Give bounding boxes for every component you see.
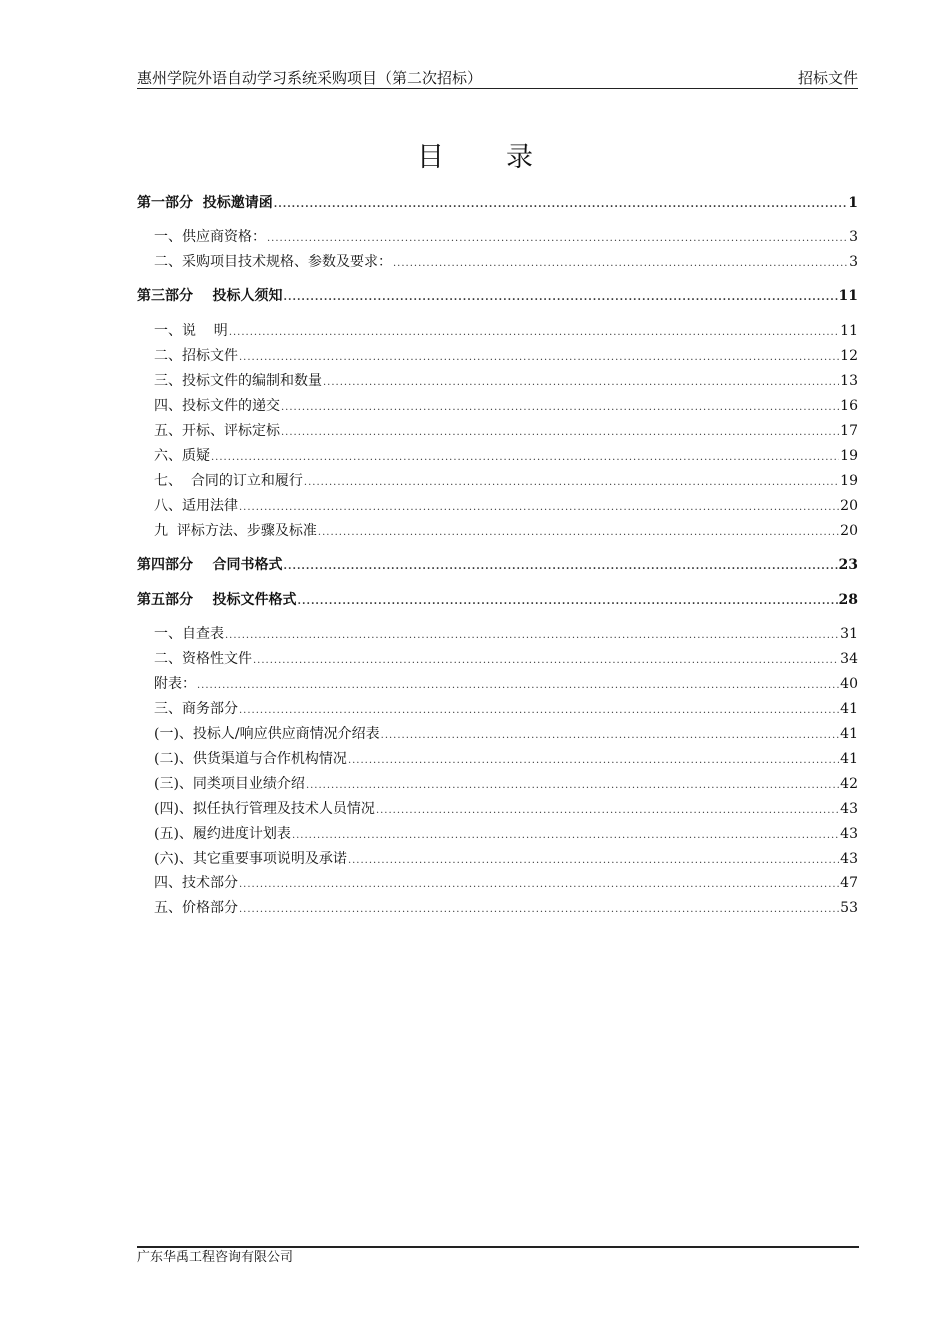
- toc-dot-leader: [274, 194, 848, 216]
- toc-dot-leader: [239, 497, 839, 519]
- toc-entry-label: 五、开标、评标定标: [154, 423, 280, 439]
- toc-dot-leader: [298, 591, 838, 613]
- toc-dot-leader: [323, 372, 839, 394]
- toc-entry[interactable]: [137, 648, 858, 672]
- toc-entry-label: 第五部分 投标文件格式: [137, 592, 297, 608]
- toc-dot-leader: [304, 472, 839, 494]
- toc-dot-leader: [267, 228, 848, 250]
- toc-entry[interactable]: [137, 673, 858, 697]
- toc-dot-leader: [318, 522, 839, 544]
- toc-entry-page-number: 17: [840, 423, 858, 439]
- toc-entry-label: 二、采购项目技术规格、参数及要求：: [154, 254, 392, 270]
- toc-dot-leader: [225, 625, 839, 647]
- toc-entry[interactable]: [137, 748, 858, 772]
- toc-entry-label: 四、技术部分: [154, 875, 238, 891]
- toc-entry-page-number: 31: [840, 626, 858, 642]
- toc-dot-leader: [376, 800, 839, 822]
- toc-entry[interactable]: [137, 823, 858, 847]
- toc-entry-label: 九 评标方法、步骤及标准: [154, 523, 317, 539]
- toc-entry-page-number: 43: [840, 826, 858, 842]
- footer-divider: [137, 1246, 859, 1248]
- toc-entry-label: (三)、同类项目业绩介绍: [154, 776, 305, 792]
- toc-dot-leader: [306, 775, 839, 797]
- toc-entry[interactable]: [137, 420, 858, 444]
- toc-entry-page-number: 3: [849, 254, 858, 270]
- toc-dot-leader: [348, 850, 839, 872]
- toc-entry[interactable]: [137, 345, 858, 369]
- toc-entry-label: (二)、供货渠道与合作机构情况: [154, 751, 347, 767]
- toc-dot-leader: [381, 725, 840, 747]
- toc-entry-label: (四)、拟任执行管理及技术人员情况: [154, 801, 375, 817]
- toc-entry[interactable]: [137, 495, 858, 519]
- toc-entry-page-number: 41: [840, 726, 858, 742]
- toc-entry[interactable]: [137, 848, 858, 872]
- toc-dot-leader: [239, 347, 839, 369]
- toc-entry-page-number: 23: [838, 557, 858, 573]
- toc-entry-label: 附表：: [154, 676, 196, 692]
- toc-entry-page-number: 16: [840, 398, 858, 414]
- toc-dot-leader: [284, 556, 838, 578]
- toc-entry[interactable]: [137, 698, 858, 722]
- toc-dot-leader: [281, 422, 839, 444]
- toc-entry[interactable]: [137, 897, 858, 921]
- toc-entry-page-number: 19: [840, 473, 858, 489]
- toc-entry[interactable]: [137, 470, 858, 494]
- toc-entry[interactable]: [137, 872, 858, 896]
- toc-dot-leader: [239, 899, 839, 921]
- toc-entry-page-number: 11: [840, 323, 858, 339]
- toc-dot-leader: [197, 675, 839, 697]
- toc-entry[interactable]: [137, 520, 858, 544]
- toc-entry[interactable]: [137, 589, 858, 613]
- toc-entry-page-number: 34: [840, 651, 858, 667]
- toc-entry[interactable]: [137, 445, 858, 469]
- page-header: [137, 68, 858, 89]
- toc-entry-page-number: 43: [840, 851, 858, 867]
- toc-entry-page-number: 1: [848, 195, 858, 211]
- toc-dot-leader: [284, 287, 838, 309]
- toc-entry-label: 一、供应商资格：: [154, 229, 266, 245]
- toc-entry-page-number: 40: [840, 676, 858, 692]
- toc-entry-page-number: 28: [838, 592, 858, 608]
- toc-dot-leader: [281, 397, 839, 419]
- toc-entry[interactable]: [137, 773, 858, 797]
- toc-entry-label: (五)、履约进度计划表: [154, 826, 291, 842]
- toc-entry-page-number: 20: [840, 523, 858, 539]
- toc-entry[interactable]: [137, 370, 858, 394]
- toc-title: 目录: [417, 142, 595, 173]
- toc-entry-label: 第一部分 投标邀请函: [137, 195, 273, 211]
- toc-entry[interactable]: [137, 723, 858, 747]
- toc-entry-label: 一、自查表: [154, 626, 224, 642]
- toc-entry-page-number: 53: [840, 900, 858, 916]
- toc-entry-label: 四、投标文件的递交: [154, 398, 280, 414]
- toc-dot-leader: [211, 447, 839, 469]
- toc-entry[interactable]: [137, 192, 858, 216]
- toc-entry-page-number: 20: [840, 498, 858, 514]
- toc-entry[interactable]: [137, 251, 858, 275]
- toc-entry-label: 第三部分 投标人须知: [137, 288, 283, 304]
- toc-dot-leader: [239, 874, 839, 896]
- toc-dot-leader: [253, 650, 839, 672]
- toc-entry-label: 三、商务部分: [154, 701, 238, 717]
- toc-entry-page-number: 11: [838, 288, 858, 304]
- toc-dot-leader: [393, 253, 848, 275]
- toc-entry-label: 二、招标文件: [154, 348, 238, 364]
- toc-entry[interactable]: [137, 395, 858, 419]
- toc-dot-leader: [348, 750, 839, 772]
- toc-entry[interactable]: [137, 554, 858, 578]
- toc-entry-page-number: 41: [840, 751, 858, 767]
- toc-entry-label: 二、资格性文件: [154, 651, 252, 667]
- toc-entry-page-number: 47: [840, 875, 858, 891]
- toc-entry-page-number: 42: [840, 776, 858, 792]
- toc-entry-label: (六)、其它重要事项说明及承诺: [154, 851, 347, 867]
- toc-dot-leader: [292, 825, 839, 847]
- toc-entry-label: 五、价格部分: [154, 900, 238, 916]
- toc-dot-leader: [229, 322, 839, 344]
- toc-entry-page-number: 43: [840, 801, 858, 817]
- toc-entry-label: 七、 合同的订立和履行: [154, 473, 303, 489]
- header-project-title: 惠州学院外语自动学习系统采购项目（第二次招标）: [137, 69, 483, 87]
- toc-entry[interactable]: [137, 285, 858, 309]
- toc-dot-leader: [239, 700, 839, 722]
- toc-entry[interactable]: [137, 226, 858, 250]
- toc-entry-page-number: 13: [840, 373, 858, 389]
- toc-entry-page-number: 41: [840, 701, 858, 717]
- toc-entry-page-number: 12: [840, 348, 858, 364]
- header-doc-type: 招标文件: [797, 69, 858, 87]
- toc-entry-label: 一、说 明: [154, 323, 228, 339]
- toc-entry-page-number: 3: [849, 229, 858, 245]
- footer-company: 广东华禹工程咨询有限公司: [137, 1250, 294, 1265]
- toc-entry-label: 八、适用法律: [154, 498, 238, 514]
- toc-entry-label: 第四部分 合同书格式: [137, 557, 283, 573]
- toc-entry[interactable]: [137, 798, 858, 822]
- toc-entry-page-number: 19: [840, 448, 858, 464]
- toc-entry-label: 六、质疑: [154, 448, 210, 464]
- toc-entry-label: (一)、投标人/响应供应商情况介绍表: [154, 726, 380, 742]
- toc-entry-label: 三、投标文件的编制和数量: [154, 373, 322, 389]
- toc-entry[interactable]: [137, 320, 858, 344]
- toc-entry[interactable]: [137, 623, 858, 647]
